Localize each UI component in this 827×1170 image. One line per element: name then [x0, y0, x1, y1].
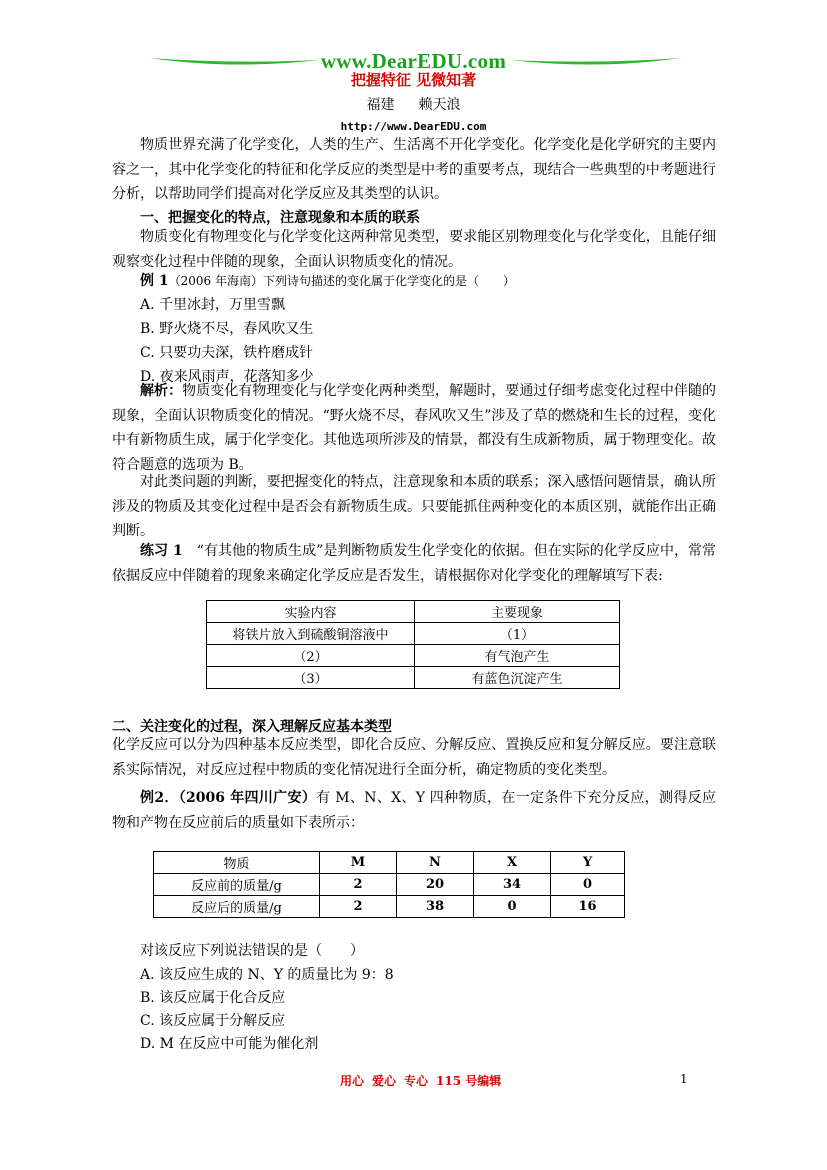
table-cell: 2	[320, 896, 397, 918]
example2-label: 例2．（2006 年四川广安）	[140, 790, 317, 806]
table-header: X	[474, 852, 551, 874]
table-cell: 反应前的质量/g	[154, 874, 320, 896]
table-cell: 将铁片放入到硫酸铜溶液中	[207, 623, 415, 645]
practice1-paragraph	[112, 539, 716, 588]
example2-question: 对该反应下列说法错误的是（ ）	[140, 943, 364, 959]
table-cell: 38	[397, 896, 474, 918]
practice1-text: “有其他的物质生成”是判断物质发生化学变化的依据。但在实际的化学反应中，常常依据反应中伴随着的现象来确定化学反应是否发生，请根据你对化学变化的理解填写下表:	[112, 543, 717, 584]
table-cell: 0	[551, 874, 625, 896]
intro-paragraph: 物质世界充满了化学变化，人类的生产、生活离不开化学变化。化学变化是化学研究的主要内容之一，其中化学变化的特征和化学反应的类型是中考的重要考点，现结合一些典型的中考题进行分析，以帮助同学们提高对化学反应及其类型的认识。	[112, 137, 716, 202]
footer-item: 专心	[404, 1074, 429, 1088]
table-cell: 16	[551, 896, 625, 918]
page-number: 1	[680, 1072, 688, 1086]
analysis-label: 解析：	[140, 383, 183, 399]
table-header: 物质	[154, 852, 320, 874]
section2-body: 化学反应可以分为四种基本反应类型，即化合反应、分解反应、置换反应和复分解反应。要注意联系实际情况，对反应过程中物质的变化情况进行全面分析，确定物质的变化类型。	[112, 737, 716, 778]
table-cell: 反应后的质量/g	[154, 896, 320, 918]
table-header: Y	[551, 852, 625, 874]
example1-line	[140, 270, 515, 290]
page-footer	[340, 1072, 509, 1089]
author-place: 福建	[366, 97, 395, 113]
example2-option-a: A. 该反应生成的 N、Y 的质量比为 9：8	[140, 967, 394, 983]
example1-option-c: C. 只要功夫深，铁杵磨成针	[140, 345, 314, 361]
table-cell: （2）	[207, 645, 415, 667]
summary-paragraph: 对此类问题的判断，要把握变化的特点，注意现象和本质的联系；深入感悟问题情景，确认所涉及的物质及其变化过程中是否会有新物质生成。只要能抓住两种变化的本质区别，就能作出正确判断。	[112, 474, 716, 539]
example2-table	[153, 851, 625, 918]
table-cell: （3）	[207, 667, 415, 689]
example2-option-d: D. M 在反应中可能为催化剂	[140, 1036, 319, 1052]
table-cell: 有气泡产生	[415, 645, 620, 667]
example1-label: 例 1	[140, 273, 169, 289]
practice1-label: 练习 1	[140, 543, 183, 559]
analysis-paragraph	[112, 379, 716, 477]
footer-item: 爱心	[372, 1074, 397, 1088]
footer-item: 115 号编辑	[436, 1074, 502, 1088]
example1-option-a: A. 千里冰封，万里雪飘	[140, 297, 286, 313]
table-cell: 0	[474, 896, 551, 918]
section1-heading: 一、把握变化的特点，注意现象和本质的联系	[140, 210, 420, 226]
site-url: http://www.DearEDU.com	[340, 120, 487, 133]
example1-text: （2006 年海南）下列诗句描述的变化属于化学变化的是（ ）	[168, 274, 515, 288]
author-name: 赖天浪	[418, 97, 461, 113]
table-cell: 有蓝色沉淀产生	[415, 667, 620, 689]
footer-item: 用心	[340, 1074, 365, 1088]
table-cell: （1）	[415, 623, 620, 645]
table-header: 主要现象	[415, 601, 620, 623]
table-cell: 34	[474, 874, 551, 896]
author-line	[0, 94, 827, 114]
example1-option-d: D. 夜来风雨声，花落知多少	[140, 369, 314, 385]
table-header: 实验内容	[207, 601, 415, 623]
section2-heading: 二、关注变化的过程，深入理解反应基本类型	[112, 719, 392, 735]
table-header: M	[320, 852, 397, 874]
analysis-text: 物质变化有物理变化与化学变化两种类型，解题时，要通过仔细考虑变化过程中伴随的现象，全面认识物质变化的情况。“野火烧不尽，春风吹又生”涉及了草的燃烧和生长的过程，变化中有新物质生成，属于化学变化。其他选项所涉及的情景，都没有生成新物质，属于物理变化。故符合题意的选项为 B。	[112, 383, 717, 473]
example1-option-b: B. 野火烧不尽，春风吹又生	[140, 321, 314, 337]
example2-option-b: B. 该反应属于化合反应	[140, 990, 286, 1006]
example2-paragraph	[112, 786, 716, 835]
article-title: 把握特征 见微知著	[350, 71, 477, 89]
site-banner: www.DearEDU.com	[320, 49, 507, 73]
example2-option-c: C. 该反应属于分解反应	[140, 1013, 286, 1029]
example2-text: 有 M、N、X、Y 四种物质，在一定条件下充分反应，测得反应物和产物在反应前后的质量如下表所示：	[112, 790, 716, 831]
practice1-table	[206, 600, 620, 689]
section1-body: 物质变化有物理变化与化学变化这两种常见类型，要求能区别物理变化与化学变化，且能仔细观察变化过程中伴随的现象，全面认识物质变化的情况。	[112, 229, 716, 270]
table-cell: 20	[397, 874, 474, 896]
table-header: N	[397, 852, 474, 874]
table-cell: 2	[320, 874, 397, 896]
